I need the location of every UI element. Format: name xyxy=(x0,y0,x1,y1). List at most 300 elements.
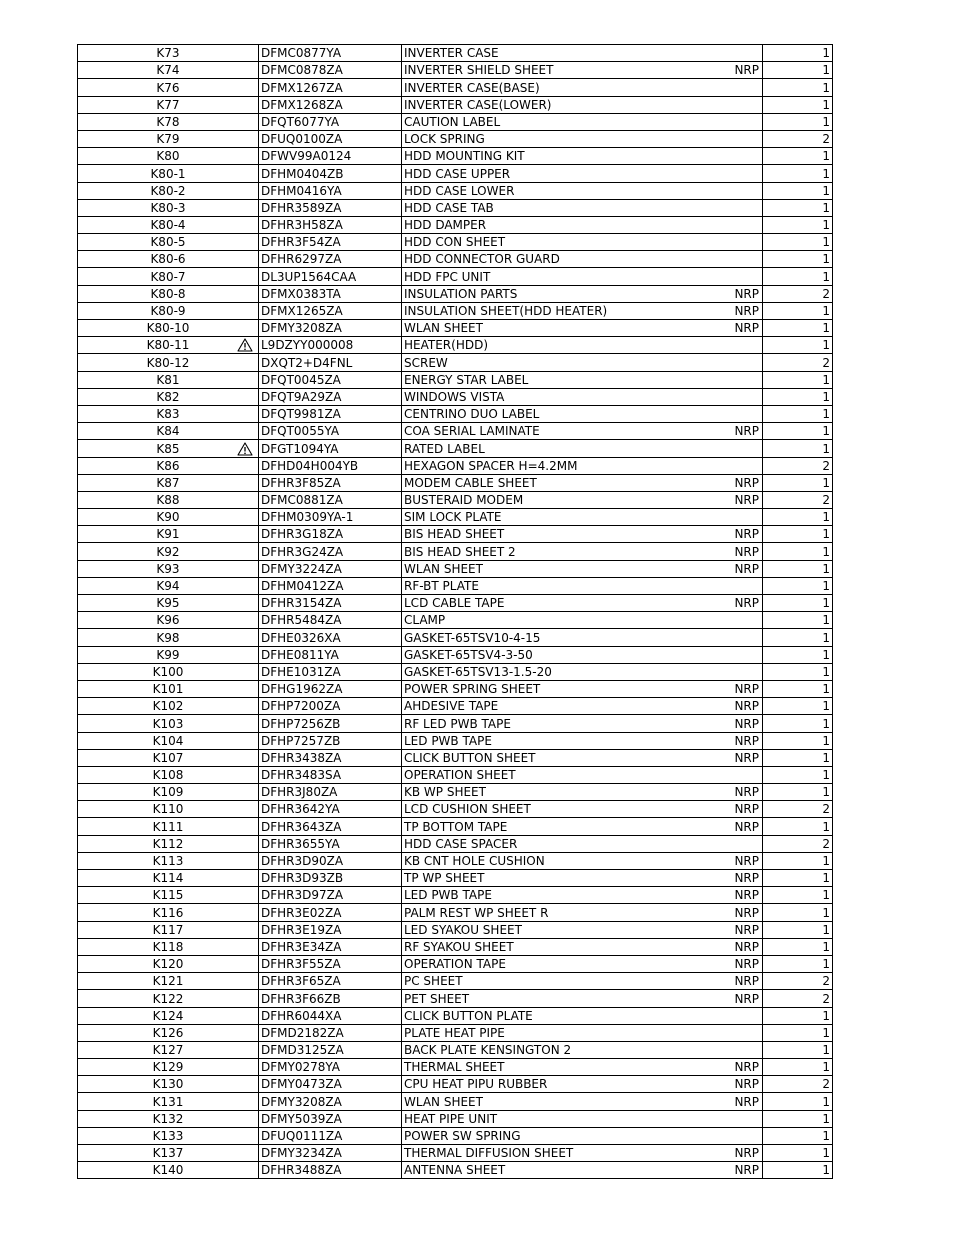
part-number-cell xyxy=(259,1162,402,1179)
nrp-flag: NRP xyxy=(734,596,759,611)
part-number-cell xyxy=(259,852,402,869)
part-number-cell xyxy=(259,680,402,697)
quantity-cell xyxy=(763,1024,833,1041)
part-number: DFHR3G18ZA xyxy=(261,527,344,542)
quantity-cell xyxy=(763,45,833,62)
quantity-cell xyxy=(763,113,833,130)
ref-cell xyxy=(78,663,259,680)
table-row xyxy=(78,388,833,405)
nrp-flag: NRP xyxy=(734,1060,759,1075)
quantity: 1 xyxy=(822,957,830,972)
quantity: 1 xyxy=(822,527,830,542)
part-number: DFQT6077YA xyxy=(261,114,340,129)
ref-cell xyxy=(78,887,259,904)
description-cell xyxy=(402,251,763,268)
quantity: 1 xyxy=(822,544,830,559)
quantity-cell xyxy=(763,1059,833,1076)
table-row xyxy=(78,354,833,371)
quantity-cell xyxy=(763,801,833,818)
description-cell xyxy=(402,680,763,697)
quantity: 1 xyxy=(822,218,830,233)
ref-no: K80-4 xyxy=(150,218,186,233)
part-description: HEAT PIPE UNIT xyxy=(404,1111,498,1126)
quantity-cell xyxy=(763,1145,833,1162)
ref-cell xyxy=(78,320,259,337)
part-description: HDD CASE SPACER xyxy=(404,836,518,851)
quantity: 1 xyxy=(822,888,830,903)
part-number-cell xyxy=(259,1110,402,1127)
part-number-cell xyxy=(259,715,402,732)
ref-cell xyxy=(78,698,259,715)
quantity: 1 xyxy=(822,871,830,886)
ref-no: K122 xyxy=(152,991,184,1006)
quantity-cell xyxy=(763,577,833,594)
part-description: LED SYAKOU SHEET xyxy=(404,922,522,937)
part-number: DXQT2+D4FNL xyxy=(261,355,353,370)
part-number-cell xyxy=(259,62,402,79)
table-row xyxy=(78,732,833,749)
part-description: INVERTER SHIELD SHEET xyxy=(404,63,554,78)
description-cell xyxy=(402,526,763,543)
quantity-cell xyxy=(763,96,833,113)
ref-cell xyxy=(78,182,259,199)
part-number-cell xyxy=(259,113,402,130)
part-description: WLAN SHEET xyxy=(404,1094,483,1109)
part-number-cell xyxy=(259,96,402,113)
part-number: DFHM0412ZA xyxy=(261,579,344,593)
nrp-flag: NRP xyxy=(734,1094,759,1109)
ref-no: K95 xyxy=(156,596,180,611)
ref-no: K130 xyxy=(152,1077,184,1092)
ref-no: K104 xyxy=(152,733,184,748)
quantity: 1 xyxy=(822,80,830,95)
quantity: 1 xyxy=(822,630,830,645)
quantity: 1 xyxy=(822,252,830,267)
quantity-cell xyxy=(763,165,833,182)
table-row xyxy=(78,560,833,577)
quantity-cell xyxy=(763,1041,833,1058)
part-number-cell xyxy=(259,560,402,577)
part-number-cell xyxy=(259,887,402,904)
quantity: 1 xyxy=(822,716,830,731)
part-number: DFHR3E19ZA xyxy=(261,922,342,937)
description-cell xyxy=(402,79,763,96)
part-number-cell xyxy=(259,1076,402,1093)
part-number-cell xyxy=(259,749,402,766)
quantity-cell xyxy=(763,732,833,749)
table-row xyxy=(78,405,833,422)
nrp-flag: NRP xyxy=(734,922,759,937)
part-description: AHDESIVE TAPE xyxy=(404,699,499,714)
part-description: KB CNT HOLE CUSHION xyxy=(404,854,545,868)
quantity-cell xyxy=(763,698,833,715)
part-number-cell xyxy=(259,423,402,440)
ref-cell xyxy=(78,302,259,319)
nrp-flag: NRP xyxy=(734,905,759,920)
description-cell xyxy=(402,766,763,783)
ref-no: K107 xyxy=(152,750,184,765)
quantity-cell xyxy=(763,543,833,560)
description-cell xyxy=(402,440,763,457)
table-row xyxy=(78,509,833,526)
nrp-flag: NRP xyxy=(734,424,759,439)
ref-no: K103 xyxy=(152,716,184,731)
quantity-cell xyxy=(763,663,833,680)
table-row xyxy=(78,216,833,233)
ref-no: K93 xyxy=(156,561,180,576)
table-row xyxy=(78,251,833,268)
part-number-cell xyxy=(259,148,402,165)
part-number-cell xyxy=(259,818,402,835)
description-cell xyxy=(402,62,763,79)
quantity-cell xyxy=(763,182,833,199)
quantity-cell xyxy=(763,887,833,904)
table-row xyxy=(78,646,833,663)
ref-no: K121 xyxy=(152,974,184,989)
quantity: 1 xyxy=(822,596,830,611)
part-number: DFHR6044XA xyxy=(261,1008,342,1023)
table-row xyxy=(78,1110,833,1127)
description-cell xyxy=(402,784,763,801)
quantity: 2 xyxy=(822,991,830,1006)
part-description: CLAMP xyxy=(404,613,446,628)
part-description: LCD CABLE TAPE xyxy=(404,596,505,611)
part-number: DFMX0383TA xyxy=(261,286,341,301)
description-cell xyxy=(402,595,763,612)
ref-cell xyxy=(78,268,259,285)
parts-list-body xyxy=(78,45,833,1179)
quantity-cell xyxy=(763,234,833,251)
table-row xyxy=(78,423,833,440)
ref-cell xyxy=(78,165,259,182)
description-cell xyxy=(402,302,763,319)
description-cell xyxy=(402,216,763,233)
part-number-cell xyxy=(259,509,402,526)
part-description: CAUTION LABEL xyxy=(404,114,501,129)
part-description: INVERTER CASE(LOWER) xyxy=(404,97,552,112)
part-number-cell xyxy=(259,629,402,646)
description-cell xyxy=(402,388,763,405)
quantity: 1 xyxy=(822,682,830,697)
table-row xyxy=(78,870,833,887)
part-number: DFHP7257ZB xyxy=(261,733,341,748)
quantity: 1 xyxy=(822,750,830,765)
part-description: HDD MOUNTING KIT xyxy=(404,149,525,164)
part-number: DFQT9A29ZA xyxy=(261,389,342,404)
part-number-cell xyxy=(259,973,402,990)
quantity: 1 xyxy=(822,1163,830,1178)
ref-no: K112 xyxy=(152,836,184,851)
quantity-cell xyxy=(763,337,833,354)
table-row xyxy=(78,96,833,113)
table-row xyxy=(78,543,833,560)
part-number: DFHR3642YA xyxy=(261,802,340,817)
description-cell xyxy=(402,646,763,663)
part-number: DFHM0416YA xyxy=(261,183,342,198)
ref-no: K88 xyxy=(156,493,180,508)
table-row xyxy=(78,285,833,302)
part-number: DFMC0877YA xyxy=(261,46,342,61)
ref-cell xyxy=(78,715,259,732)
quantity: 1 xyxy=(822,63,830,78)
part-description: BUSTERAID MODEM xyxy=(404,493,524,508)
ref-cell xyxy=(78,1162,259,1179)
ref-no: K96 xyxy=(156,613,180,628)
part-number: DFHE0326XA xyxy=(261,630,341,645)
part-number-cell xyxy=(259,130,402,147)
part-number-cell xyxy=(259,405,402,422)
quantity: 1 xyxy=(822,149,830,164)
part-number: DFHR3F54ZA xyxy=(261,235,341,250)
quantity-cell xyxy=(763,440,833,457)
part-number-cell xyxy=(259,268,402,285)
quantity: 2 xyxy=(822,802,830,817)
part-description: BACK PLATE KENSINGTON 2 xyxy=(404,1043,572,1058)
quantity-cell xyxy=(763,354,833,371)
ref-no: K109 xyxy=(152,785,184,800)
quantity-cell xyxy=(763,1076,833,1093)
description-cell xyxy=(402,457,763,474)
ref-no: K80-11 xyxy=(146,338,190,353)
part-number: DFHR3D90ZA xyxy=(261,854,344,868)
part-number-cell xyxy=(259,251,402,268)
ref-cell xyxy=(78,1024,259,1041)
safety-warning-icon xyxy=(237,442,253,456)
table-row xyxy=(78,45,833,62)
ref-cell xyxy=(78,766,259,783)
part-description: COA SERIAL LAMINATE xyxy=(404,424,540,439)
ref-no: K118 xyxy=(152,939,184,954)
ref-cell xyxy=(78,354,259,371)
quantity-cell xyxy=(763,904,833,921)
part-description: BIS HEAD SHEET xyxy=(404,527,505,542)
nrp-flag: NRP xyxy=(734,544,759,559)
part-description: PC SHEET xyxy=(404,974,463,989)
description-cell xyxy=(402,1076,763,1093)
part-number-cell xyxy=(259,904,402,921)
part-number: DFHR3589ZA xyxy=(261,200,342,215)
quantity: 1 xyxy=(822,372,830,387)
part-description: HEXAGON SPACER H=4.2MM xyxy=(404,458,578,473)
part-number: DFGT1094YA xyxy=(261,441,339,456)
part-description: PET SHEET xyxy=(404,991,470,1006)
part-number: DFUQ0100ZA xyxy=(261,132,343,147)
ref-cell xyxy=(78,595,259,612)
description-cell xyxy=(402,354,763,371)
part-description: HDD CONNECTOR GUARD xyxy=(404,252,560,267)
description-cell xyxy=(402,749,763,766)
quantity: 1 xyxy=(822,1129,830,1143)
table-row xyxy=(78,302,833,319)
description-cell xyxy=(402,990,763,1007)
part-description: BIS HEAD SHEET 2 xyxy=(404,544,516,559)
quantity: 1 xyxy=(822,304,830,318)
table-row xyxy=(78,526,833,543)
description-cell xyxy=(402,904,763,921)
quantity: 1 xyxy=(822,647,830,662)
table-row xyxy=(78,835,833,852)
part-number: DFHR3643ZA xyxy=(261,819,342,834)
nrp-flag: NRP xyxy=(734,286,759,301)
quantity-cell xyxy=(763,423,833,440)
quantity-cell xyxy=(763,560,833,577)
part-number-cell xyxy=(259,199,402,216)
ref-cell xyxy=(78,1007,259,1024)
ref-cell xyxy=(78,801,259,818)
ref-no: K79 xyxy=(156,132,180,147)
description-cell xyxy=(402,835,763,852)
description-cell xyxy=(402,320,763,337)
nrp-flag: NRP xyxy=(734,561,759,576)
ref-no: K110 xyxy=(152,802,184,817)
quantity: 1 xyxy=(822,733,830,748)
part-description: GASKET-65TSV10-4-15 xyxy=(404,630,541,645)
quantity: 2 xyxy=(822,493,830,508)
ref-no: K87 xyxy=(156,475,180,490)
part-description: CENTRINO DUO LABEL xyxy=(404,407,540,422)
part-number: DFHR3655YA xyxy=(261,836,340,851)
part-number-cell xyxy=(259,1059,402,1076)
quantity-cell xyxy=(763,526,833,543)
table-row xyxy=(78,165,833,182)
table-row xyxy=(78,852,833,869)
quantity: 1 xyxy=(822,819,830,834)
part-number-cell xyxy=(259,1041,402,1058)
part-description: ENERGY STAR LABEL xyxy=(404,372,529,387)
quantity-cell xyxy=(763,766,833,783)
ref-no: K101 xyxy=(152,682,184,697)
table-row xyxy=(78,577,833,594)
part-description: WINDOWS VISTA xyxy=(404,389,505,404)
part-description: WLAN SHEET xyxy=(404,561,483,576)
nrp-flag: NRP xyxy=(734,304,759,318)
description-cell xyxy=(402,543,763,560)
ref-cell xyxy=(78,45,259,62)
ref-cell xyxy=(78,251,259,268)
ref-no: K100 xyxy=(152,664,184,679)
quantity: 1 xyxy=(822,321,830,336)
quantity-cell xyxy=(763,302,833,319)
description-cell xyxy=(402,96,763,113)
part-number-cell xyxy=(259,302,402,319)
ref-no: K133 xyxy=(152,1129,184,1143)
part-description: THERMAL SHEET xyxy=(404,1060,505,1075)
nrp-flag: NRP xyxy=(734,802,759,817)
ref-no: K111 xyxy=(152,819,184,834)
part-description: SIM LOCK PLATE xyxy=(404,510,502,525)
quantity: 1 xyxy=(822,166,830,181)
part-number: DFQT9981ZA xyxy=(261,407,341,422)
part-number-cell xyxy=(259,285,402,302)
description-cell xyxy=(402,560,763,577)
part-number-cell xyxy=(259,1127,402,1144)
part-number: DFHM0309YA-1 xyxy=(261,510,354,525)
table-row xyxy=(78,938,833,955)
part-number: DFMY5039ZA xyxy=(261,1111,342,1126)
ref-no: K73 xyxy=(156,46,180,61)
quantity-cell xyxy=(763,870,833,887)
quantity-cell xyxy=(763,852,833,869)
part-number-cell xyxy=(259,526,402,543)
table-row xyxy=(78,457,833,474)
ref-cell xyxy=(78,474,259,491)
table-row xyxy=(78,629,833,646)
description-cell xyxy=(402,405,763,422)
quantity: 1 xyxy=(822,1146,830,1161)
quantity-cell xyxy=(763,715,833,732)
part-number: DFHR3H58ZA xyxy=(261,218,343,233)
quantity: 1 xyxy=(822,768,830,783)
description-cell xyxy=(402,1041,763,1058)
ref-cell xyxy=(78,62,259,79)
ref-no: K117 xyxy=(152,922,184,937)
quantity: 1 xyxy=(822,699,830,714)
part-description: OPERATION SHEET xyxy=(404,768,516,783)
table-row xyxy=(78,715,833,732)
part-number-cell xyxy=(259,801,402,818)
part-number-cell xyxy=(259,595,402,612)
part-number-cell xyxy=(259,766,402,783)
part-description: LED PWB TAPE xyxy=(404,888,492,903)
quantity: 1 xyxy=(822,1043,830,1058)
ref-no: K80-9 xyxy=(150,304,186,318)
part-number: DFMY3234ZA xyxy=(261,1146,342,1161)
part-description: POWER SPRING SHEET xyxy=(404,682,541,697)
part-number: L9DZYY000008 xyxy=(261,338,354,353)
part-description: PALM REST WP SHEET R xyxy=(404,905,549,920)
ref-cell xyxy=(78,835,259,852)
nrp-flag: NRP xyxy=(734,991,759,1006)
ref-cell xyxy=(78,199,259,216)
part-number: DFMC0881ZA xyxy=(261,493,343,508)
description-cell xyxy=(402,870,763,887)
part-number: DFMD2182ZA xyxy=(261,1025,344,1040)
ref-cell xyxy=(78,904,259,921)
ref-no: K80-7 xyxy=(150,269,186,284)
quantity-cell xyxy=(763,62,833,79)
description-cell xyxy=(402,801,763,818)
quantity: 2 xyxy=(822,458,830,473)
description-cell xyxy=(402,1093,763,1110)
table-row xyxy=(78,268,833,285)
nrp-flag: NRP xyxy=(734,493,759,508)
quantity-cell xyxy=(763,1110,833,1127)
description-cell xyxy=(402,629,763,646)
ref-cell xyxy=(78,543,259,560)
nrp-flag: NRP xyxy=(734,716,759,731)
quantity-cell xyxy=(763,646,833,663)
part-description: OPERATION TAPE xyxy=(404,957,506,972)
table-row xyxy=(78,784,833,801)
quantity-cell xyxy=(763,148,833,165)
ref-cell xyxy=(78,509,259,526)
part-number: DFMD3125ZA xyxy=(261,1043,344,1058)
table-row xyxy=(78,130,833,147)
part-number-cell xyxy=(259,457,402,474)
table-row xyxy=(78,234,833,251)
ref-no: K92 xyxy=(156,544,180,559)
part-number-cell xyxy=(259,612,402,629)
description-cell xyxy=(402,698,763,715)
nrp-flag: NRP xyxy=(734,1163,759,1178)
quantity: 1 xyxy=(822,475,830,490)
table-row xyxy=(78,801,833,818)
ref-no: K86 xyxy=(156,458,180,473)
table-row xyxy=(78,182,833,199)
quantity-cell xyxy=(763,835,833,852)
ref-cell xyxy=(78,440,259,457)
part-number: DFMY0473ZA xyxy=(261,1077,342,1092)
